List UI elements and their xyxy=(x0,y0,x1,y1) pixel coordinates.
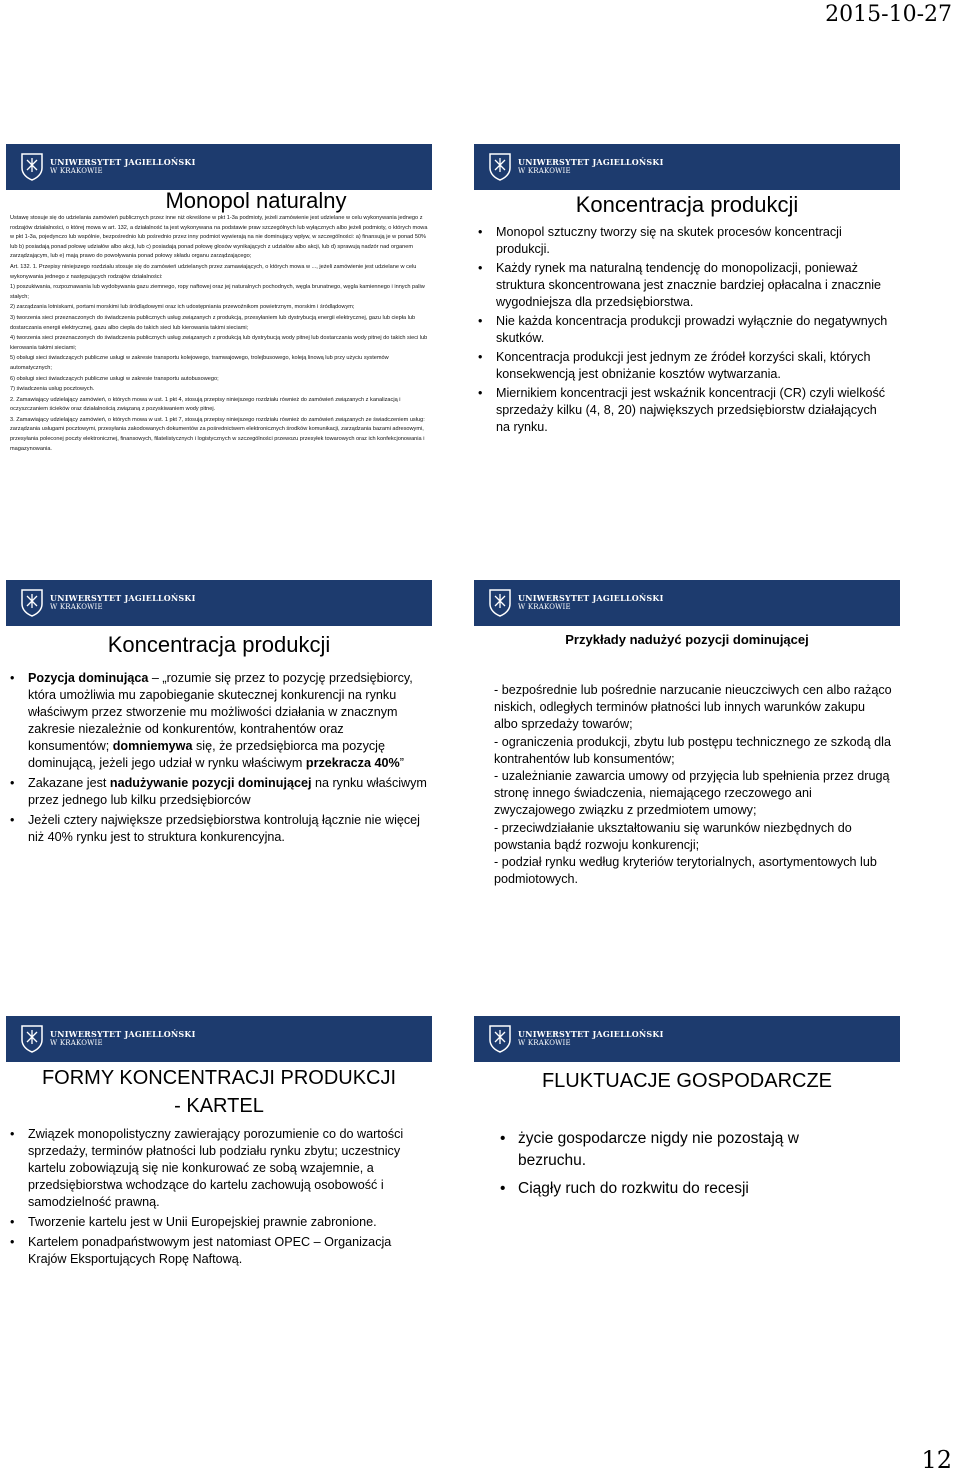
bullet-item: • Jeżeli cztery największe przedsiębiorstwa kontrolują łącznie nie więcej niż 40% rynku jest to struktura konkurencyjna. xyxy=(10,812,428,846)
logo-line2: W KRAKOWIE xyxy=(518,167,571,175)
abuse-examples xyxy=(494,682,892,888)
crest-icon xyxy=(488,152,512,182)
slide-title: Przykłady nadużyć pozycji dominującej xyxy=(565,632,809,647)
crest-icon xyxy=(20,588,44,618)
university-logo xyxy=(20,152,196,182)
slide-title: FLUKTUACJE GOSPODARCZE xyxy=(541,1070,833,1092)
bullet-item: • życie gospodarcze nigdy nie pozostają w bezruchu. xyxy=(500,1128,840,1172)
slide-kartel xyxy=(6,1016,432,1341)
law-paragraph: Ustawę stosuje się do udzielania zamówień publicznych przez inne niż określone w pkt 1-3a podmioty, jeżeli zamówienie jest udzielane w celu wykonywania jednego z rodzajów działalności, o której mowa w art. 132, a działalność ta jest wykonywana na podstawie praw szczególnych lub wyłącznych albo jeżeli podmioty, o których mowa w pkt 1-3a, pojedynczo lub wspólnie, bezpośrednio lub pośrednio przez inny podmiot wywierają na nie dominujący wpływ, w szczególności: a) finansują je w ponad 50% lub b) posiadają ponad połowę udziałów albo akcji, lub c) posiadają ponad połowę głosów wynikających z udziałów albo akcji, lub d) sprawują nadzór nad organem zarządzającym, lub e) mają prawo do powoływania ponad połowy składu organu zarządzającego; xyxy=(10,215,428,260)
term-pozycja-dominujaca: Pozycja dominująca xyxy=(28,671,149,685)
example-line: - bezpośrednie lub pośrednie narzucanie nieuczciwych cen albo rażąco niskich, odległych terminów płatności lub innych warunków zakupu albo sprzedaży towarów; xyxy=(494,683,892,732)
term-40-percent: przekracza 40% xyxy=(305,756,400,770)
slide-fluktuacje xyxy=(474,1016,900,1341)
quote-close: ” xyxy=(399,756,404,770)
logo-line1: UNIWERSYTET JAGIELLOŃSKI xyxy=(518,593,664,603)
header-date: 2015-10-27 xyxy=(825,2,952,27)
slide-title: Monopol naturalny xyxy=(165,188,347,213)
definition-text: się, że przedsiębiorca ma pozycję dominującą, jeżeli jego udział w rynku właściwym xyxy=(28,739,385,770)
slide-title: Koncentracja produkcji xyxy=(575,192,799,217)
slide-koncentracja-2 xyxy=(6,580,432,905)
term-domniemywa: domniemywa xyxy=(112,739,193,753)
bullet-item: • Nie każda koncentracja produkcji prowadzi wyłącznie do negatywnych skutków. xyxy=(478,313,894,347)
law-paragraph: 1) poszukiwania, rozpoznawania lub wydobywania gazu ziemnego, ropy naftowej oraz jej naturalnych pochodnych, węgla brunatnego, węgla kamiennego i innych paliw stałych; xyxy=(10,284,425,300)
header-bar xyxy=(6,144,432,190)
logo-line2: W KRAKOWIE xyxy=(518,603,571,611)
university-logo xyxy=(488,588,664,618)
example-line: - ograniczenia produkcji, zbytu lub postępu technicznego ze szkodą dla kontrahentów lub konsumentów; xyxy=(494,734,891,766)
logo-line2: W KRAKOWIE xyxy=(50,603,103,611)
bullet-item: • Tworzenie kartelu jest w Unii Europejskiej prawnie zabronione. xyxy=(10,1214,428,1231)
university-logo xyxy=(488,152,664,182)
bullet-item: • Każdy rynek ma naturalną tendencję do monopolizacji, ponieważ struktura skoncentrowana jest znacznie bardziej opłacalna i znacznie wygodniejsza dla przedsiębiorstwa. xyxy=(478,260,894,311)
bullet-item: • Miernikiem koncentracji jest wskaźnik koncentracji (CR) czyli wielkość sprzedaży kilku (4, 8, 20) największych przedsiębiorstw działających na rynku. xyxy=(478,385,894,436)
bullet-list xyxy=(10,1126,428,1268)
crest-icon xyxy=(488,588,512,618)
header-bar xyxy=(6,1016,432,1062)
bullet-list xyxy=(500,1128,840,1200)
bullet-item: • Związek monopolistyczny zawierający porozumienie co do wartości sprzedaży, terminów płatności lub podziału rynku zbytu; uczestnicy kartelu zobowiązują się nie konkurować ze sobą wzajemnie, a przedsiębiorstwa wchodzące do kartelu zachowują osobowość i samodzielność prawną. xyxy=(10,1126,428,1211)
bullet-item: • Koncentracja produkcji jest jednym ze źródeł korzyści skali, których konsekwencją jest obniżanie kosztów wytwarzania. xyxy=(478,349,894,383)
logo-line2: W KRAKOWIE xyxy=(50,167,103,175)
university-logo xyxy=(20,1024,196,1054)
crest-icon xyxy=(20,152,44,182)
law-paragraph: 2. Zamawiający udzielający zamówień, o których mowa w ust. 1 pkt 4, stosują przepisy niniejszego rozdziału również do zamówień związanych z kanalizacją i oczyszczaniem ścieków oraz działalnością związaną z pozyskiwaniem wody pitnej. xyxy=(10,396,401,413)
law-paragraph: 5) obsługi sieci świadczących publiczne usługi w zakresie transportu kolejowego, tramwajowego, trolejbusowego, koleją linową lub przy użyciu systemów automatycznych; xyxy=(10,355,389,371)
bullet-item: • Kartelem ponadpaństwowym jest natomiast OPEC – Organizacja Krajów Eksportujących Ropę Naftową. xyxy=(10,1234,428,1268)
bullet-text: Zakazane jest xyxy=(28,776,110,790)
university-logo xyxy=(488,1024,664,1054)
bullet-list xyxy=(10,670,428,846)
page-number: 12 xyxy=(921,1446,952,1474)
law-paragraph: 3. Zamawiający udzielający zamówień, o których mowa w ust. 1 pkt 7, stosują przepisy niniejszego rozdziału również do zamówień związanych ze świadczeniem usług: zarządzania usługami pocztowymi, przesyłania zakodowanych dokumentów za pośrednictwem elektronicznych środków komunikacji, zarządzania bazami adresowymi, przesyłania poleconej poczty elektronicznej, finansowych, filatelistycznych i logistycznych w szczególności przewozu przesyłek towarowych oraz ich konfekcjonowania i magazynowania. xyxy=(10,416,425,452)
law-paragraph: 2) zarządzania lotniskami, portami morskimi lub śródlądowymi oraz ich udostępniania przewoźnikom powietrznym, morskim i śródlądowym; xyxy=(10,304,355,311)
bullet-item: • Monopol sztuczny tworzy się na skutek procesów koncentracji produkcji. xyxy=(478,224,894,258)
university-logo xyxy=(20,588,196,618)
law-paragraph: 3) tworzenia sieci przeznaczonych do świadczenia publicznych usług związanych z produkcją, przesyłaniem lub dystrybucją energii elektrycznej, gazu lub ciepła lub dostarczania energii elektrycznej, gazu albo ciepła do takich sieci lub kierowania takimi sieciami; xyxy=(10,314,416,331)
slide-title: Koncentracja produkcji xyxy=(107,632,331,657)
slide-title: FORMY KONCENTRACJI PRODUKCJI - KARTEL xyxy=(41,1067,397,1117)
example-line: - przeciwdziałanie ukształtowaniu się warunków niezbędnych do powstania bądź rozwoju konkurencji; xyxy=(494,820,852,852)
logo-line2: W KRAKOWIE xyxy=(518,1039,571,1047)
slide-monopol-naturalny xyxy=(6,144,432,469)
example-line: - podział rynku według kryteriów terytorialnych, asortymentowych lub podmiotowych. xyxy=(494,855,877,887)
logo-line1: UNIWERSYTET JAGIELLOŃSKI xyxy=(50,593,196,603)
header-bar xyxy=(474,1016,900,1062)
logo-line1: UNIWERSYTET JAGIELLOŃSKI xyxy=(50,1029,196,1039)
logo-line1: UNIWERSYTET JAGIELLOŃSKI xyxy=(518,157,664,167)
slide-koncentracja-1 xyxy=(474,144,900,469)
bullet-item: • Ciągły ruch do rozkwitu do recesji xyxy=(500,1178,840,1200)
bullet-item-naduzywanie xyxy=(10,775,428,809)
law-text xyxy=(10,214,428,455)
bullet-list xyxy=(478,224,894,436)
law-paragraph: 6) obsługi sieci świadczących publiczne usługi w zakresie transportu autobusowego; xyxy=(10,375,219,382)
bullet-text: na rynku właściwym przez jednego lub kilku przedsiębiorców xyxy=(28,776,427,807)
term-naduzywanie: nadużywanie pozycji dominującej xyxy=(109,776,312,790)
definition-text: – „rozumie się przez to pozycję przedsiębiorcy, która umożliwia mu zapobieganie skutecznej konkurencji na rynku właściwym przez stworzenie mu możliwości działania w znacznym zakresie niezależnie od konkurentów, kontrahentów oraz konsumentów; xyxy=(28,671,413,753)
example-line: - uzależnianie zawarcia umowy od przyjęcia lub spełnienia przez drugą stronę innego świadczenia, niemającego rzeczowego ani zwyczajowego związku z przedmiotem umowy; xyxy=(494,769,890,818)
slide-przyklady-naduzyc xyxy=(474,580,900,905)
logo-line1: UNIWERSYTET JAGIELLOŃSKI xyxy=(50,157,196,167)
logo-line2: W KRAKOWIE xyxy=(50,1039,103,1047)
crest-icon xyxy=(20,1024,44,1054)
law-paragraph: 4) tworzenia sieci przeznaczonych do świadczenia publicznych usług związanych z produkcją lub dystrybucją wody pitnej lub dostarczania wody pitnej do takich sieci lub kierowania takimi sieciami; xyxy=(10,335,428,351)
law-paragraph: Art. 132. 1. Przepisy niniejszego rozdziału stosuje się do zamówień udzielanych przez zamawiających, o których mowa w ..., jeżeli zamówienie jest udzielane w celu wykonywania jednego z następujących rodzajów działalności: xyxy=(10,263,417,280)
bullet-item-pozycja-dominujaca xyxy=(10,670,428,772)
law-paragraph: 7) świadczenia usług pocztowych. xyxy=(10,386,95,393)
header-bar xyxy=(474,144,900,190)
header-bar xyxy=(474,580,900,626)
header-bar xyxy=(6,580,432,626)
crest-icon xyxy=(488,1024,512,1054)
logo-line1: UNIWERSYTET JAGIELLOŃSKI xyxy=(518,1029,664,1039)
